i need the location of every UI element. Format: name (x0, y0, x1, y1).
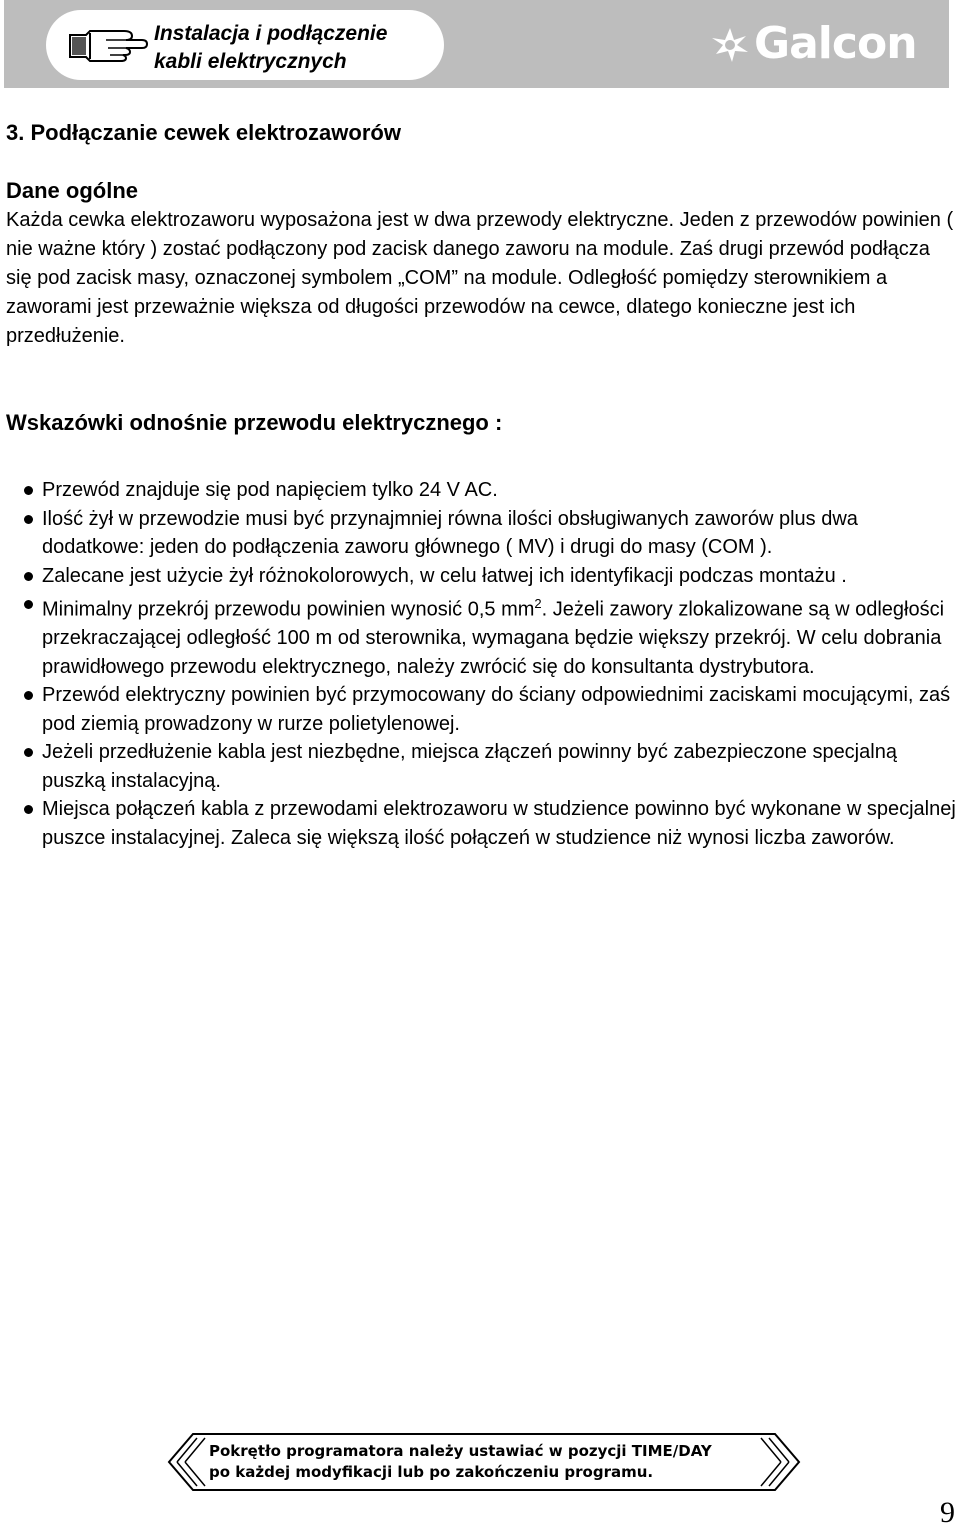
list-item (0, 738, 960, 795)
page-number: 9 (940, 1496, 955, 1529)
header-title (154, 20, 387, 76)
section-title: 3. Podłączanie cewek elektrozaworów (6, 120, 401, 145)
list-item-text: Zalecane jest użycie żył różnokolorowych, w celu łatwej ich identyfikacji podczas montażu . (42, 564, 847, 587)
hints-list (0, 476, 960, 852)
bullet-icon (24, 691, 33, 700)
pointing-hand-icon (68, 27, 148, 63)
page-header (4, 0, 949, 88)
header-title-line2: kabli elektrycznych (154, 50, 347, 73)
galcon-logo-text: Galcon (754, 18, 917, 69)
note-line1: Pokrętło programatora należy ustawiać w pozycji TIME/DAY (209, 1442, 712, 1460)
bullet-icon (24, 600, 33, 609)
list-item (0, 795, 960, 852)
list-item-text: Przewód znajduje się pod napięciem tylko 24 V AC. (42, 479, 498, 501)
list-item-text: Przewód elektryczny powinien być przymocowany do ściany odpowiednimi zaciskami mocującymi, zaś pod ziemią prowadzony w rurze polietylenowej. (42, 684, 951, 735)
list-item (0, 562, 960, 591)
bullet-icon (24, 572, 33, 581)
superscript: 2 (534, 596, 542, 611)
list-item-text-after: . Jeżeli zawory zlokalizowane są w odległości przekraczającej odległość 100 m od sterownika, wymagana będzie większy przekrój. W celu dobrania prawidłowego przewodu elektrycznego, należy zwrócić się do konsultanta dystrybutora. (42, 598, 945, 678)
list-item (0, 590, 960, 681)
bullet-icon (24, 748, 33, 757)
note-line2: po każdej modyfikacji lub po zakończeniu programu. (209, 1463, 654, 1481)
list-item (0, 505, 960, 562)
list-item-text: Jeżeli przedłużenie kabla jest niezbędne, miejsca złączeń powinny być zabezpieczone specjalną puszką instalacyjną. (42, 741, 897, 792)
general-paragraph: Każda cewka elektrozaworu wyposażona jest w dwa przewody elektryczne. Jeden z przewodów powinien ( nie ważne który ) zostać podłączony pod zacisk danego zaworu na module. Zaś drugi przewód podłącza się pod zacisk masy, oznaczonej symbolem „COM” na module. Odległość pomiędzy sterownikiem a zaworami jest przeważnie większa od długości przewodów na cewce, dlatego konieczne jest ich przedłużenie. (6, 209, 954, 347)
list-item-text: Miejsca połączeń kabla z przewodami elektrozaworu w studzience powinno być wykonane w specjalnej puszce instalacyjnej. Zaleca się większą ilość połączeń w studzience niż wynosi liczba zaworów. (42, 798, 956, 849)
hints-heading: Wskazówki odnośnie przewodu elektrycznego : (6, 410, 503, 435)
list-item (0, 681, 960, 738)
bullet-icon (24, 515, 33, 524)
bullet-icon (24, 486, 33, 495)
general-heading: Dane ogólne (6, 178, 139, 203)
galcon-logo (710, 18, 940, 69)
note-text (209, 1441, 712, 1483)
list-item-text: Ilość żył w przewodzie musi być przynajmniej równa ilości obsługiwanych zaworów plus dwa dodatkowe: jeden do podłączenia zaworu głównego ( MV) i drugi do masy (COM ). (42, 507, 858, 558)
list-item (0, 476, 960, 505)
note-banner (163, 1431, 803, 1493)
header-title-line1: Instalacja i podłączenie (154, 22, 388, 45)
galcon-logo-icon (710, 26, 750, 62)
list-item-text-before: Minimalny przekrój przewodu powinien wynosić 0,5 mm (42, 598, 535, 621)
bullet-icon (24, 805, 33, 814)
